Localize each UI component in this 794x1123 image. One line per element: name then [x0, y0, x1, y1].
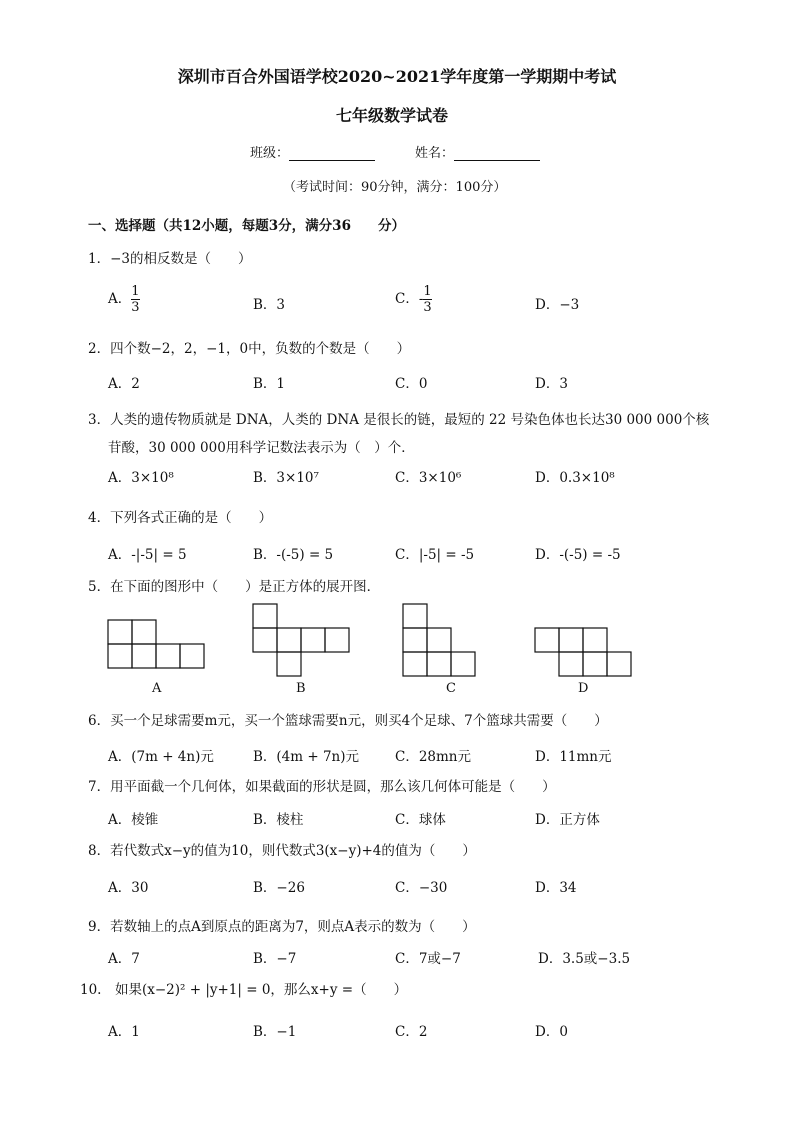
q3-option-c[interactable]: C．3×10⁶: [395, 470, 462, 486]
question-6-stem: 6．买一个足球需要m元，买一个篮球需要n元，则买4个足球、7个篮球共需要（ ）: [88, 713, 608, 729]
q7-option-b[interactable]: B．棱柱: [253, 812, 304, 828]
q1-option-b[interactable]: B．3: [253, 297, 286, 313]
question-9-stem: 9．若数轴上的点A到原点的距离为7，则点A表示的数为（ ）: [88, 919, 476, 935]
question-3-stem-line1: 3．人类的遗传物质就是 DNA，人类的 DNA 是很长的链，最短的 22 号染色体也长达30 000 000个核: [88, 412, 710, 428]
q10-option-d[interactable]: D．0: [535, 1024, 568, 1040]
q2-option-d[interactable]: D．3: [535, 376, 568, 392]
q6-option-b[interactable]: B．(4m + 7n)元: [253, 749, 360, 765]
section-heading: 一、选择题（共12小题，每题3分，满分36 分）: [88, 218, 405, 234]
class-label: 班级：: [250, 146, 290, 161]
q4-option-c[interactable]: C．|-5| = -5: [395, 547, 475, 563]
name-blank[interactable]: [454, 146, 540, 161]
question-3-stem-line2: 苷酸，30 000 000用科学记数法表示为（ ）个．: [108, 440, 415, 456]
q4-option-a[interactable]: A．-|-5| = 5: [108, 547, 187, 563]
net-c[interactable]: [403, 604, 475, 676]
exam-info: （考试时间：90分钟，满分：100分）: [283, 180, 507, 195]
q10-option-b[interactable]: B．−1: [253, 1024, 297, 1040]
question-5-stem: 5．在下面的图形中（ ）是正方体的展开图．: [88, 579, 381, 595]
q3-option-a[interactable]: A．3×10⁸: [108, 470, 174, 486]
q4-option-d[interactable]: D．-(-5) = -5: [535, 547, 621, 563]
question-4-stem: 4．下列各式正确的是（ ）: [88, 510, 273, 526]
q1-option-a-label: A．: [108, 291, 132, 307]
q9-option-c[interactable]: C．7或−7: [395, 951, 461, 967]
q10-option-c[interactable]: C．2: [395, 1024, 428, 1040]
name-label: 姓名：: [415, 146, 455, 161]
cube-nets-figure: [0, 600, 794, 700]
class-blank[interactable]: [289, 146, 375, 161]
q2-option-b[interactable]: B．1: [253, 376, 286, 392]
question-8-stem: 8．若代数式x−y的值为10，则代数式3(x−y)+4的值为（ ）: [88, 843, 476, 859]
q1-option-c[interactable]: [395, 284, 432, 315]
q3-option-d[interactable]: D．0.3×10⁸: [535, 470, 615, 486]
question-1-stem: 1．−3的相反数是（ ）: [88, 251, 252, 267]
exam-subtitle: 七年级数学试卷: [336, 106, 449, 125]
q3-option-b[interactable]: B．3×10⁷: [253, 470, 319, 486]
exam-title: 深圳市百合外国语学校2020~2021学年度第一学期期中考试: [177, 67, 617, 86]
q9-option-b[interactable]: B．−7: [253, 951, 297, 967]
q8-option-b[interactable]: B．−26: [253, 880, 305, 896]
net-label-c: C: [446, 681, 456, 696]
q7-option-a[interactable]: A．棱锥: [108, 812, 159, 828]
q8-option-a[interactable]: A．30: [108, 880, 149, 896]
q4-option-b[interactable]: B．-(-5) = 5: [253, 547, 334, 563]
q8-option-c[interactable]: C．−30: [395, 880, 448, 896]
question-2-stem: 2．四个数−2，2，−1，0中，负数的个数是（ ）: [88, 341, 411, 357]
question-7-stem: 7．用平面截一个几何体，如果截面的形状是圆，那么该几何体可能是（ ）: [88, 779, 556, 795]
q1-option-d[interactable]: D．−3: [535, 297, 580, 313]
q6-option-c[interactable]: C．28mn元: [395, 749, 472, 765]
q1-option-a[interactable]: [108, 284, 140, 315]
q1-fraction-c: $\frac{1}{3}$: [423, 284, 432, 315]
net-label-b: B: [296, 681, 306, 696]
q9-option-a[interactable]: A．7: [108, 951, 140, 967]
question-10-stem: 10. 如果(x−2)² + |y+1| = 0，那么x+y =（ ）: [80, 982, 408, 998]
name-field: [415, 142, 540, 161]
q1-fraction-a: $\frac{1}{3}$: [131, 284, 140, 315]
q9-option-d[interactable]: D．3.5或−3.5: [538, 951, 631, 967]
q2-option-c[interactable]: C．0: [395, 376, 428, 392]
q2-option-a[interactable]: A．2: [108, 376, 140, 392]
q6-option-d[interactable]: D．11mn元: [535, 749, 612, 765]
q10-option-a[interactable]: A．1: [108, 1024, 140, 1040]
q8-option-d[interactable]: D．34: [535, 880, 577, 896]
net-b[interactable]: [253, 604, 349, 676]
net-label-a: A: [152, 681, 162, 696]
net-label-d: D: [578, 681, 589, 696]
q6-option-a[interactable]: A．(7m + 4n)元: [108, 749, 214, 765]
net-d[interactable]: [535, 628, 631, 676]
q7-option-c[interactable]: C．球体: [395, 812, 446, 828]
q1-option-c-label: C．-: [395, 291, 424, 307]
q7-option-d[interactable]: D．正方体: [535, 812, 600, 828]
net-a[interactable]: [108, 620, 204, 668]
class-field: [250, 142, 375, 161]
